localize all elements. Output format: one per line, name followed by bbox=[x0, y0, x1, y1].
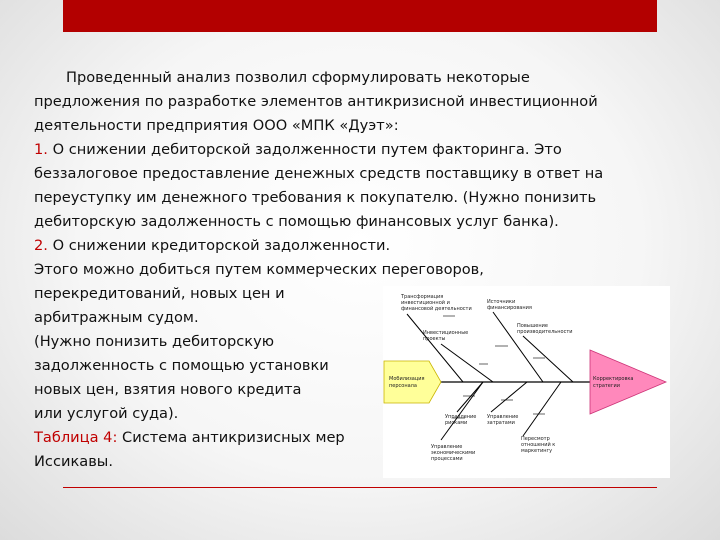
bottom-cause-1-line-2: рисками bbox=[445, 420, 468, 426]
bottom-cause-1-line-1: Управление bbox=[445, 414, 477, 420]
item-2-number: 2. bbox=[34, 237, 48, 254]
item-2-line-4: арбитражным судом. bbox=[34, 309, 199, 326]
head-shape bbox=[590, 350, 666, 414]
item-1-line-4: дебиторскую задолженность с помощью финансовых услуг банка). bbox=[34, 213, 559, 230]
bottom-cause-4-line-3: процессами bbox=[431, 456, 463, 462]
item-1-line-1 bbox=[34, 138, 684, 162]
item-2-line-5: (Нужно понизить дебиторскую bbox=[34, 333, 275, 350]
header-bar bbox=[63, 0, 657, 32]
ishikawa-diagram bbox=[383, 286, 670, 478]
footer-divider bbox=[63, 487, 657, 488]
tail-shape bbox=[384, 361, 441, 403]
top-cause-1-line-3: финансовой деятельности bbox=[401, 306, 472, 312]
tail-label-line-1: Мобилизация bbox=[389, 376, 425, 382]
top-cause-4-line-1: Повышение bbox=[517, 323, 548, 329]
bottom-cause-4-line-2: экономическими bbox=[431, 450, 476, 456]
top-cause-2-line-2: финансирования bbox=[487, 305, 532, 311]
item-1-text: О снижении дебиторской задолженности путем факторинга. Это bbox=[47, 141, 562, 158]
bone-bottom-3 bbox=[523, 382, 561, 436]
top-cause-3-line-1: Инвестиционные bbox=[423, 330, 469, 336]
top-cause-1-line-1: Трансформация bbox=[401, 294, 444, 300]
bottom-cause-2-line-1: Управление bbox=[487, 414, 519, 420]
item-1-number: 1. bbox=[34, 141, 48, 158]
bone-top-3 bbox=[441, 344, 493, 382]
head-label-line-2: стратегии bbox=[593, 383, 621, 389]
item-2-text: О снижении кредиторской задолженности. bbox=[47, 237, 391, 254]
bottom-cause-3-line-1: Пересмотр bbox=[521, 436, 550, 442]
item-2-line-7: новых цен, взятия нового кредита bbox=[34, 381, 302, 398]
table-caption-text: Система антикризисных мер bbox=[117, 429, 345, 446]
top-cause-1-line-2: инвестиционной и bbox=[401, 300, 450, 306]
bottom-cause-3-line-3: маркетингу bbox=[521, 448, 553, 454]
head-label-line-1: Корректировка bbox=[593, 376, 634, 382]
ishikawa-diagram-svg bbox=[383, 286, 670, 478]
bottom-cause-2-line-2: затратами bbox=[487, 420, 515, 426]
bone-bottom-4 bbox=[441, 382, 483, 440]
top-cause-2-line-1: Источники bbox=[487, 299, 516, 305]
item-2-line-6: задолженность с помощью установки bbox=[34, 357, 329, 374]
tail-label-line-2: персонала bbox=[389, 383, 417, 389]
bottom-cause-4-line-1: Управление bbox=[431, 444, 463, 450]
bone-bottom-1 bbox=[457, 382, 483, 412]
item-2-line-1 bbox=[34, 234, 684, 258]
bone-top-4 bbox=[523, 336, 573, 382]
item-1-line-3: переуступку им денежного требования к покупателю. (Нужно понизить bbox=[34, 189, 597, 206]
item-1-line-2: беззалоговое предоставление денежных средств поставщику в ответ на bbox=[34, 165, 604, 182]
intro-line-2: предложения по разработке элементов антикризисной инвестиционной bbox=[34, 93, 598, 110]
bottom-cause-3-line-2: отношений к bbox=[521, 442, 556, 448]
top-cause-4-line-2: производительности bbox=[517, 329, 573, 335]
item-2-line-8: или услугой суда). bbox=[34, 405, 179, 422]
item-2-line-3: перекредитований, новых цен и bbox=[34, 285, 285, 302]
bone-bottom-2 bbox=[491, 382, 527, 412]
table-label: Таблица 4: bbox=[34, 429, 118, 446]
top-cause-3-line-2: проекты bbox=[423, 336, 446, 342]
intro-line-1: Проведенный анализ позволил сформулировать некоторые bbox=[66, 69, 530, 86]
table-caption-line-2: Иссикавы. bbox=[34, 453, 113, 470]
intro-line-3: деятельности предприятия ООО «МПК «Дуэт»: bbox=[34, 117, 399, 134]
item-2-line-2: Этого можно добиться путем коммерческих переговоров, bbox=[34, 261, 484, 278]
